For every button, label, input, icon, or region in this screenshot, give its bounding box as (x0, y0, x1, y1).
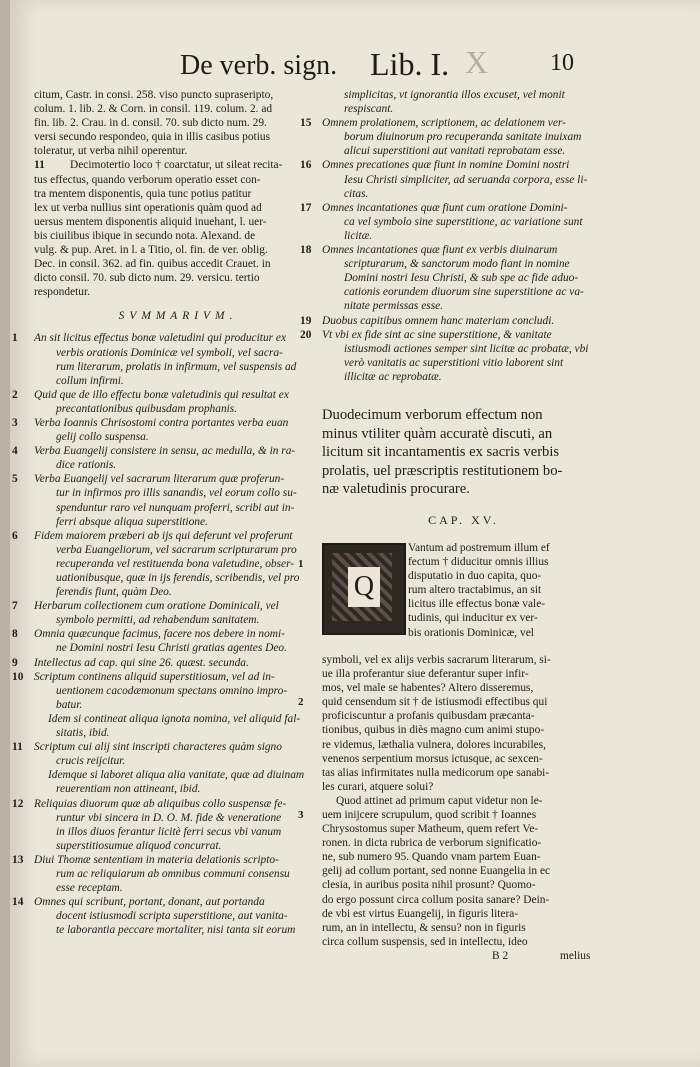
summary-item (12, 656, 322, 670)
text-line: rum altero tractabimus, an sit (408, 584, 542, 597)
text-line: prolatis, uel præscriptis restitutionem bo- (322, 462, 563, 479)
summary-line: 9 Intellectus ad cap. qui sine 26. quæst. secunda. (12, 656, 249, 669)
summary-line: precantationibus quibusdam prophanis. (56, 402, 238, 415)
text-line: les curari, atquere solui? (322, 780, 434, 793)
summary-item (300, 201, 605, 243)
summary-number: 8 (12, 628, 18, 641)
summary-line: verò vanitatis ac superstitioni vitio laborent sint (344, 356, 564, 369)
summary-line: 19 Duobus capitibus omnem hanc materiam concludi. (300, 314, 555, 327)
summary-number: 20 (300, 328, 312, 341)
text-line: Quod attinet ad primum caput videtur non le- (336, 794, 543, 807)
running-head (10, 44, 700, 84)
text-line: tra mentem disponentis, quia tunc potius patitur (34, 187, 252, 200)
summary-line: in illos diuos ferantur licitè ferri secus vbi vanum (56, 825, 282, 838)
text-line: proficiscuntur a profanis quibusdam præcanta- (322, 710, 535, 723)
summary-number: 13 (12, 853, 24, 866)
text-line: gelij ad collum portant, sed nonne Euangelia in ec (322, 865, 551, 878)
summary-line: istiusmodi actiones semper sint licitæ ac probatæ, vbi (344, 342, 589, 355)
summary-line: crucis reijcitur. (56, 755, 126, 768)
summary-line: 6 Fidem maiorem præberi ab ijs qui deferunt vel proferunt (12, 529, 293, 542)
summary-item (12, 416, 322, 444)
summary-line: spenduntur raro vel nunquam proferri, scribi aut in- (56, 501, 295, 514)
text-line: tionibus, quibus in diès magno cum animi stupo- (322, 724, 545, 737)
margin-number: 1 (298, 557, 304, 570)
text-line: tas alias infirmitates nulla medicorum ope sanabi- (322, 766, 550, 779)
summary-number: 1 (12, 332, 18, 345)
margin-number: 11 (34, 159, 45, 172)
text-line: Chrysostomus super Matheum, quem refert Ve- (322, 823, 539, 836)
summary-line: rum ac reliquiarum ab omnibus communi consensu (56, 867, 290, 880)
summary-line: verbis orationis Dominicæ vel symboli, vel sacra- (56, 346, 283, 359)
summary-line: Domini nostri Iesu Christi, & sub spe ac fide aduo- (344, 272, 579, 285)
summary-item (12, 599, 322, 627)
margin-number: 2 (298, 696, 304, 709)
opening-paragraph (298, 541, 605, 653)
summary-line: verba Euangeliorum, vel sacrarum scripturarum pro (56, 543, 297, 556)
summary-number: 15 (300, 117, 312, 130)
summary-line: uentionem cacodæmonum spectans omnino impro- (56, 684, 288, 697)
summary-line: uationibusque, quæ in ijs ferendis, scribendis, vel pro (56, 572, 300, 584)
chapter-argument (322, 406, 605, 499)
summary-line: te laborantia peccare mortaliter, nisi tanta sit eorum (56, 924, 296, 937)
summary-number: 6 (12, 529, 18, 542)
summary-line: 13 Diui Thomæ sententiam in materia delationis scripto- (12, 853, 279, 866)
summary-line: Idemque si laboret aliqua alia vanitate, quæ ad diuinam (48, 769, 305, 782)
summary-line: 15 Omnem prolationem, scriptionem, ac delationem ver- (300, 117, 566, 130)
text-line: licitus ille effectus bonæ vale- (408, 598, 546, 611)
summary-list-left (12, 331, 322, 937)
summary-line: 7 Herbarum collectionem cum oratione Dominicali, vel (12, 600, 279, 613)
text-line: disputatio in duo capita, quo- (408, 570, 542, 583)
summary-line: scripturarum, & sanctorum modo fiant in nomine (344, 258, 570, 271)
text-line: citum, Castr. in consi. 258. viso puncto supraseripto, (34, 89, 274, 101)
paragraph-11 (34, 158, 322, 299)
summary-item (34, 712, 322, 740)
summary-number: 19 (300, 314, 312, 327)
text-line: 11 Decimotertio loco † coarctatur, ut sileat recita- (34, 159, 283, 172)
text-line: vulg. & pup. Aret. in l. a Titio, ol. fin. de ver. oblig. (34, 244, 268, 257)
summary-line: nitate permissas esse. (344, 300, 444, 313)
summary-number: 11 (12, 741, 23, 754)
summary-item (300, 243, 605, 313)
show-through-text: X (465, 44, 489, 80)
text-line: tudinis, qui inducitur ex ver- (408, 612, 538, 625)
summary-item (12, 797, 322, 853)
text-line: symboli, vel ex alijs verbis sacrarum literarum, si- (322, 653, 551, 666)
summary-line: collum infirmi. (56, 374, 124, 387)
text-line: rum, an in intellectu, & sensu? non in figuris (322, 921, 526, 934)
summary-number: 16 (300, 159, 312, 172)
summary-line: Idem si contineat aliqua ignota nomina, vel aliquid fal- (48, 712, 301, 725)
summary-line: alicui superstitioni aut vanitati reprobatam esse. (344, 145, 566, 158)
summary-line: 16 Omnes precationes quæ fiunt in nomine Domini nostri (300, 159, 570, 172)
book-label: Lib. I. (370, 46, 450, 82)
text-line: Vantum ad postremum illum ef (408, 541, 550, 554)
decorated-initial (322, 543, 406, 635)
summary-line: runtur vbi sincera in D. O. M. fide & veneratione (56, 811, 282, 824)
summary-line: dice rationis. (56, 459, 117, 472)
footer-line (322, 949, 605, 965)
text-line: do ergo possunt circa collum posita sanare? Dein- (322, 893, 550, 906)
right-column (298, 88, 605, 965)
summary-number: 4 (12, 445, 18, 458)
text-line: clesia, in auribus posita nihil prosunt? Quomo- (322, 879, 536, 892)
signature-mark: B 2 (492, 949, 509, 962)
summary-item (12, 895, 322, 937)
summary-item (34, 768, 322, 796)
summary-line: 1 An sit licitus effectus bonæ valetudini qui producitur ex (12, 332, 287, 345)
summary-line: cationis eorundem diuorum sine superstitione ac va- (344, 286, 584, 299)
text-line: venenos serpentium morsus ictusque, ac sexcen- (322, 752, 543, 765)
summary-number: 12 (12, 797, 24, 810)
summary-number: 17 (300, 201, 312, 214)
book-page (10, 0, 700, 1067)
text-line: de vbi est virtus Euangelij, in figuris litera- (322, 907, 519, 920)
summary-line: 8 Omnia quæcunque facimus, facere nos debere in nomi- (12, 628, 285, 641)
text-line: Duodecimum verborum effectum non (322, 406, 543, 423)
text-line: licitum sit incantamentis ex sacris verbis (322, 444, 560, 461)
summary-line: recuperanda vel restituenda bona valetudine, obser- (56, 557, 295, 570)
summary-continuation (322, 88, 605, 116)
summary-line: 11 Scriptum cui alij sint inscripti characteres quàm signo (12, 741, 282, 754)
summary-list-right (300, 116, 605, 384)
running-title: De verb. sign. (180, 50, 338, 81)
text-line: toleratur, ut verba nihil operentur. (34, 145, 188, 158)
summary-line: tur in infirmos pro illis sanandis, vel eorum collo su- (56, 487, 297, 500)
initial-letter: Q (348, 567, 380, 607)
summary-item (300, 158, 605, 200)
text-line: Dec. in consil. 362. ad fin. quibus accedit Crauet. in (34, 258, 271, 271)
text-line: ue illa proferantur siue deferantur super infir- (322, 668, 529, 681)
text-line: dicto consil. 70. sub dicto num. 29. versicu. tertio (34, 272, 260, 285)
summary-line: licitæ. (344, 229, 373, 242)
initial-text-block (408, 541, 608, 640)
summary-item (12, 331, 322, 387)
summary-item (12, 388, 322, 416)
summary-number: 10 (12, 670, 24, 683)
summary-item (300, 116, 605, 158)
text-line: respondetur. (34, 286, 90, 299)
summary-line: 18 Omnes incantationes quæ fiunt ex verbis diuinarum (300, 244, 558, 257)
left-column (12, 88, 322, 937)
summary-line: esse receptam. (56, 882, 123, 895)
text-line: re videmus, læthalia vulnera, dolores incurabiles, (322, 738, 546, 751)
text-line: lex ut verba nullius sint operationis quàm quod ad (34, 201, 262, 214)
summary-line: 2 Quid que de illo effectu bonæ valetudinis qui resultat ex (12, 388, 289, 401)
summary-line: gelij collo suspensa. (56, 431, 149, 444)
summary-item (12, 853, 322, 895)
summary-item (12, 627, 322, 655)
text-line: minus vtiliter quàm accuratè discuti, an (322, 425, 553, 442)
summary-line: 5 Verba Euangelij vel sacrarum literarum quæ proferun- (12, 473, 285, 486)
summary-line: borum diuinorum pro recuperanda sanitate inuixam (344, 131, 582, 144)
summary-number: 9 (12, 656, 18, 669)
summary-line: 4 Verba Euangelij consistere in sensu, ac medulla, & in ra- (12, 445, 296, 458)
summary-line: docent istiusmodi scripta superstitione, aut vanita- (56, 910, 288, 923)
summary-line: citas. (344, 187, 369, 200)
text-line: ronen. in dicta rubrica de verborum significatio- (322, 837, 542, 850)
text-line: tus effectus, quando verborum operatio esset con- (34, 173, 261, 186)
summary-line: 10 Scriptum continens aliquid superstitiosum, vel ad in- (12, 670, 275, 683)
summary-line: sitatis, ibid. (56, 727, 110, 740)
text-line: mos, vel male se habentes? Altero disseremus, (322, 682, 534, 695)
summary-line: ne Domini nostri Iesu Christi gratias agentes Deo. (56, 642, 287, 655)
catchword: melius (560, 949, 591, 962)
text-line: uersus mentem disponentis aliquid inuehant, l. uer- (34, 215, 267, 228)
text-line: næ valetudinis procurare. (322, 481, 470, 498)
margin-number: 3 (298, 808, 304, 821)
summary-number: 5 (12, 473, 18, 486)
summary-line: ferri absque aliqua superstitione. (56, 515, 208, 528)
text-line: versi secundo respondeo, quia in illis casibus potius (34, 131, 271, 144)
text-line: 3 uem inijcere scrupulum, quod scribit † Ioannes (298, 808, 537, 821)
text-line: fin. lib. 2. Crau. in d. consil. 70. sub dicto num. 29. (34, 117, 267, 130)
summary-item (12, 529, 322, 599)
summary-line: 20 Vt vbi ex fide sint ac sine superstitione, & vanitate (300, 328, 552, 341)
text-line: ne, sub numero 95. Quando vnam partem Euan- (322, 851, 541, 864)
text-line: bis ciuilibus ibique in secundo nota. Alexand. de (34, 229, 256, 242)
text-line: simplicitas, vt ignorantia illos excuset, vel monit (344, 89, 565, 101)
summary-item (300, 328, 605, 384)
summary-number: 7 (12, 600, 18, 613)
page-number: 10 (550, 50, 574, 76)
summary-line: reuerentiam non attineant, ibid. (56, 783, 201, 796)
summary-item (300, 314, 605, 328)
body-text (298, 653, 605, 965)
text-line: bis orationis Dominicæ, vel (408, 626, 534, 639)
summary-line: 12 Reliquias diuorum quæ ab aliquibus collo suspensæ fe- (12, 797, 287, 810)
summary-item (12, 670, 322, 712)
summarium-heading: SVMMARIVM. (118, 310, 238, 323)
summary-item (12, 472, 322, 528)
text-line: 2 quid censendum sit † de istiusmodi effectibus qui (298, 696, 548, 709)
text-line: circa collum suspensis, sed in intellectu, ideo (322, 935, 528, 948)
summary-line: 14 Omnes qui scribunt, portant, donant, aut portanda (12, 896, 265, 909)
summary-line: Iesu Christi simpliciter, ad seruanda corpora, esse li- (344, 173, 588, 186)
text-line: colum. 1. lib. 2. & Corn. in consil. 119. colum. 2. ad (34, 103, 273, 116)
summary-number: 3 (12, 416, 18, 429)
summary-line: ca vel symbolo sine superstitione, ac variatione sunt (344, 215, 583, 228)
summary-line: batur. (56, 698, 83, 711)
summary-line: illicitæ ac reprobatæ. (344, 370, 442, 383)
summary-number: 2 (12, 388, 18, 401)
summary-number: 18 (300, 244, 312, 257)
text-line: fectum † diducitur omnis illius (408, 556, 549, 569)
summary-item (12, 740, 322, 768)
chapter-title: CAP. XV. (428, 512, 499, 527)
continuation-paragraph (34, 88, 322, 158)
summary-line: 17 Omnes incantationes quæ fiunt cum oratione Domini- (300, 201, 568, 214)
summary-item (12, 444, 322, 472)
summary-line: superstitiosumue aliquod concurrat. (56, 839, 222, 852)
summary-number: 14 (12, 896, 24, 909)
text-line: respiscant. (344, 103, 394, 116)
summary-line: symbolo permitti, ad rehabendum sanitatem. (56, 614, 260, 627)
summary-line: 3 Verba Ioannis Chrisostomi contra portantes verba euan (12, 416, 289, 429)
summary-line: ferendis fiunt, quàm Deo. (56, 586, 172, 599)
summary-line: rum literarum, prolatis in infirmum, vel suspensis ad (56, 360, 297, 373)
